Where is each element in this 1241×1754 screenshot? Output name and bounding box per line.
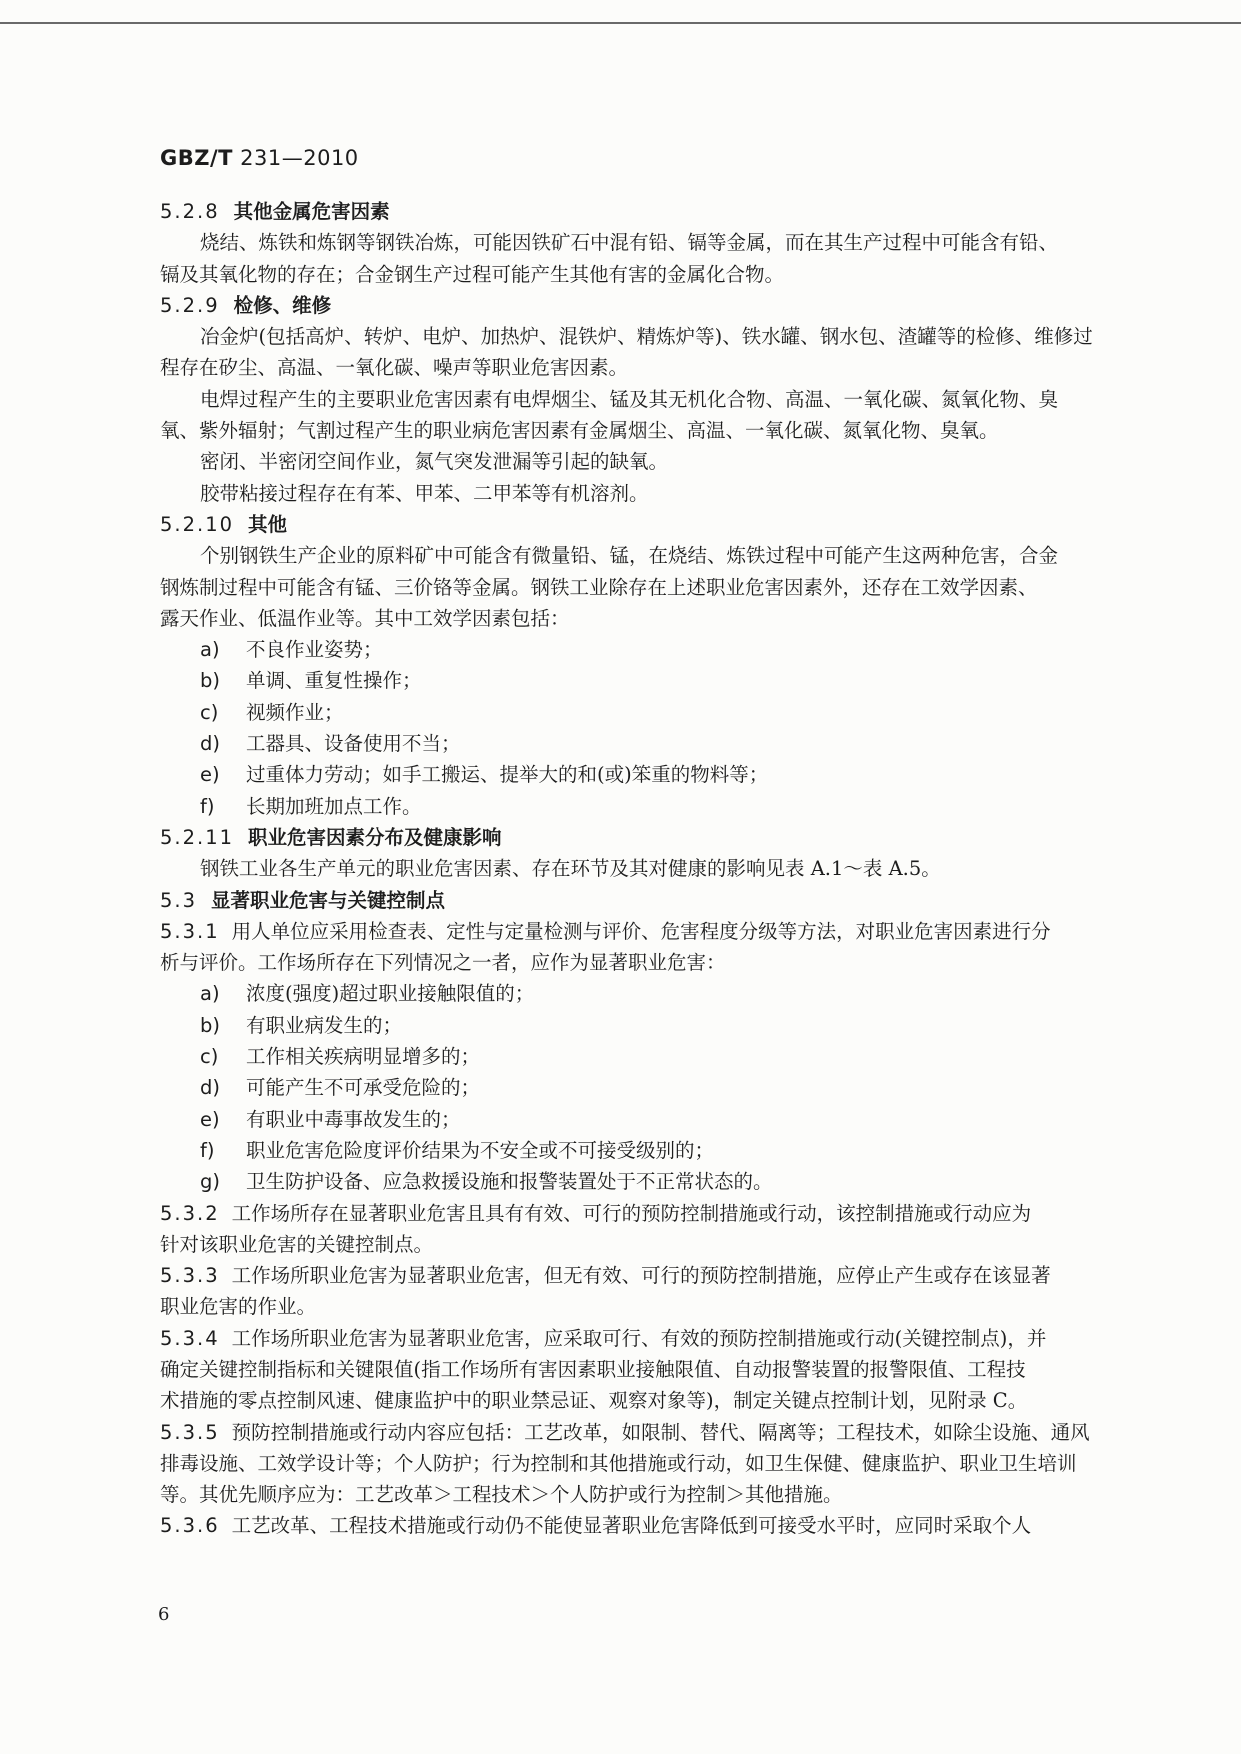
list-item: f) 长期加班加点工作。	[200, 794, 422, 818]
section-heading: 5.3 显著职业危害与关键控制点	[160, 888, 446, 912]
paragraph-line: 露天作业、低温作业等。其中工效学因素包括：	[160, 606, 570, 630]
page-number: 6	[158, 1604, 170, 1625]
clause-line: 5.3.2 工作场所存在显著职业危害且具有有效、可行的预防控制措施或行动，该控制措施或行动应为	[160, 1201, 1032, 1225]
paragraph-line: 氧、紫外辐射；气割过程产生的职业病危害因素有金属烟尘、高温、一氧化碳、氮氧化物、臭氧。	[160, 419, 999, 443]
paragraph-line: 钢炼制过程中可能含有锰、三价铬等金属。钢铁工业除存在上述职业危害因素外，还存在工效学因素、	[160, 575, 1038, 599]
paragraph-line: 确定关键控制指标和关键限值(指工作场所有害因素职业接触限值、自动报警装置的报警限值、工程技	[160, 1357, 1026, 1381]
paragraph-line: 烧结、炼铁和炼钢等钢铁冶炼，可能因铁矿石中混有铅、镉等金属，而在其生产过程中可能含有铅、	[200, 231, 1059, 255]
paragraph-line: 冶金炉(包括高炉、转炉、电炉、加热炉、混铁炉、精炼炉等)、铁水罐、钢水包、渣罐等的检修、维修过	[200, 325, 1093, 349]
paragraph-line: 电焊过程产生的主要职业危害因素有电焊烟尘、锰及其无机化合物、高温、一氧化碳、氮氧化物、臭	[200, 387, 1059, 411]
list-item: f) 职业危害危险度评价结果为不安全或不可接受级别的；	[200, 1138, 715, 1162]
paragraph-line: 镉及其氧化物的存在；合金钢生产过程可能产生其他有害的金属化合物。	[160, 262, 785, 286]
standard-code-prefix: GBZ/T	[160, 146, 233, 170]
list-item: a) 浓度(强度)超过职业接触限值的；	[200, 982, 535, 1006]
paragraph-line: 程存在矽尘、高温、一氧化碳、噪声等职业危害因素。	[160, 356, 629, 380]
list-item: a) 不良作业姿势；	[200, 638, 383, 662]
section-heading: 5.2.10 其他	[160, 512, 288, 536]
list-item: b) 单调、重复性操作；	[200, 669, 422, 693]
clause-line: 5.3.6 工艺改革、工程技术措施或行动仍不能使显著职业危害降低到可接受水平时，应同时采取个人	[160, 1514, 1032, 1538]
paragraph-line: 针对该职业危害的关键控制点。	[160, 1232, 434, 1256]
clause-line: 5.3.1 用人单位应采用检查表、定性与定量检测与评价、危害程度分级等方法，对职业危害因素进行分	[160, 919, 1051, 943]
standard-code-number: 231—2010	[232, 146, 359, 170]
list-item: e) 有职业中毒事故发生的；	[200, 1107, 461, 1131]
paragraph-line: 排毒设施、工效学设计等；个人防护；行为控制和其他措施或行动，如卫生保健、健康监护、职业卫生培训	[160, 1451, 1077, 1475]
list-item: c) 视频作业；	[200, 700, 344, 724]
paragraph-line: 术措施的零点控制风速、健康监护中的职业禁忌证、观察对象等)，制定关键点控制计划，见附录 C。	[160, 1389, 1028, 1413]
clause-line: 5.3.4 工作场所职业危害为显著职业危害，应采取可行、有效的预防控制措施或行动(关键控制点)，并	[160, 1326, 1047, 1350]
list-item: e) 过重体力劳动；如手工搬运、提举大的和(或)笨重的物料等；	[200, 763, 769, 787]
list-item: d) 工器具、设备使用不当；	[200, 732, 461, 756]
paragraph-line: 个别钢铁生产企业的原料矿中可能含有微量铅、锰，在烧结、炼铁过程中可能产生这两种危害，合金	[200, 544, 1059, 568]
paragraph-line: 钢铁工业各生产单元的职业危害因素、存在环节及其对健康的影响见表 A.1～表 A.5。	[200, 857, 941, 881]
list-item: g) 卫生防护设备、应急救援设施和报警装置处于不正常状态的。	[200, 1170, 773, 1194]
list-item: d) 可能产生不可承受危险的；	[200, 1076, 481, 1100]
list-item: c) 工作相关疾病明显增多的；	[200, 1045, 481, 1069]
list-item: b) 有职业病发生的；	[200, 1013, 403, 1037]
clause-line: 5.3.5 预防控制措施或行动内容应包括：工艺改革，如限制、替代、隔离等；工程技术，如除尘设施、通风	[160, 1420, 1090, 1444]
paragraph-line: 胶带粘接过程存在有苯、甲苯、二甲苯等有机溶剂。	[200, 481, 649, 505]
section-heading: 5.2.9 检修、维修	[160, 293, 332, 317]
paragraph-line: 职业危害的作业。	[160, 1295, 317, 1319]
paragraph-line: 密闭、半密闭空间作业，氮气突发泄漏等引起的缺氧。	[200, 450, 669, 474]
paragraph-line: 等。其优先顺序应为：工艺改革＞工程技术＞个人防护或行为控制＞其他措施。	[160, 1483, 843, 1507]
paragraph-line: 析与评价。工作场所存在下列情况之一者，应作为显著职业危害：	[160, 951, 726, 975]
standard-code	[160, 146, 359, 170]
section-heading: 5.2.8 其他金属危害因素	[160, 200, 390, 223]
section-heading: 5.2.11 职业危害因素分布及健康影响	[160, 825, 502, 849]
top-rule	[0, 22, 1241, 24]
clause-line: 5.3.3 工作场所职业危害为显著职业危害，但无有效、可行的预防控制措施，应停止产生或存在该显著	[160, 1264, 1051, 1288]
page-body	[160, 196, 1118, 1542]
